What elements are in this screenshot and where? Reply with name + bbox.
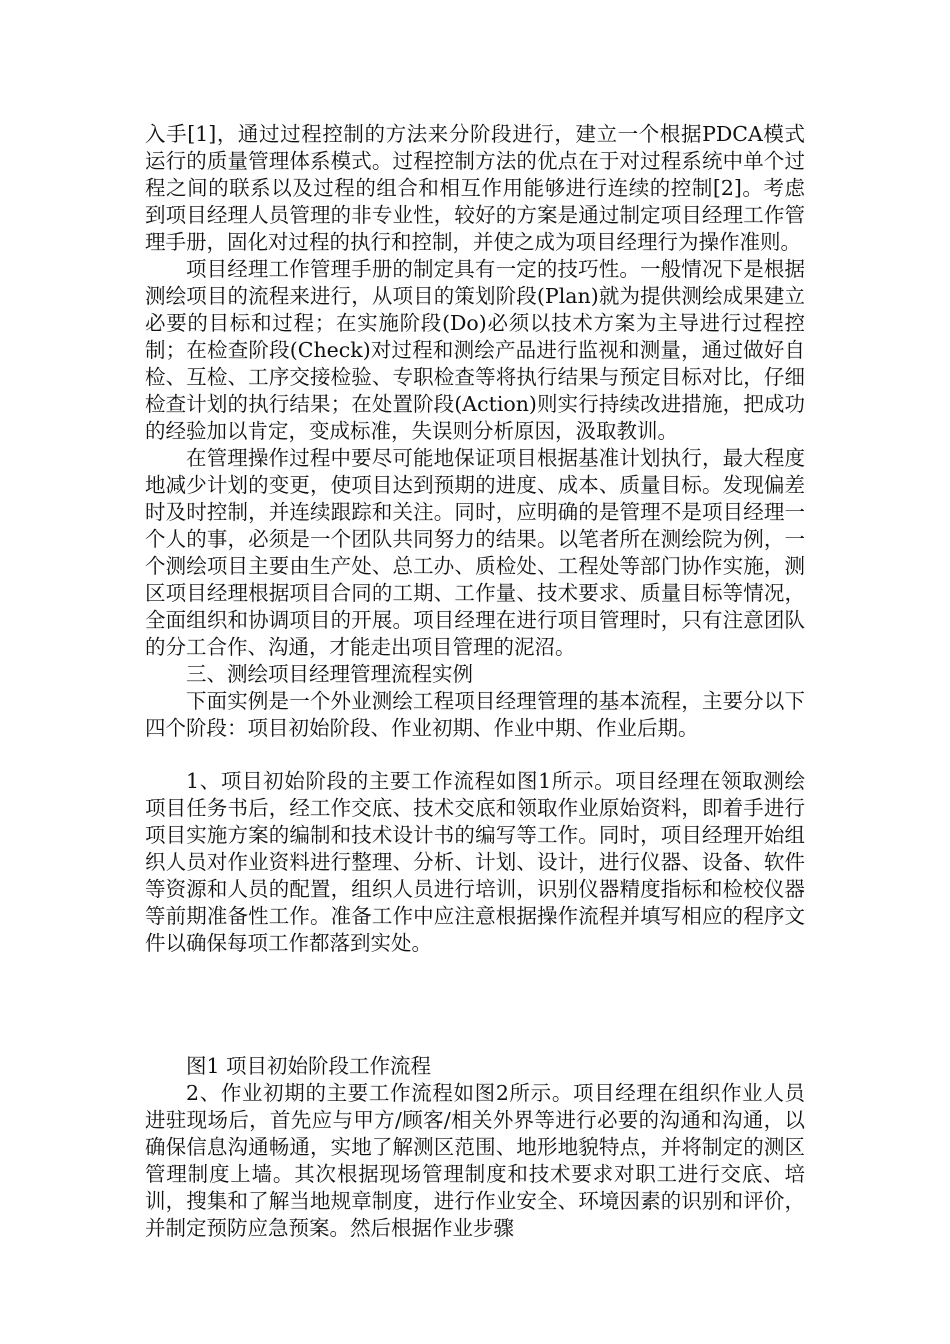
blank-line [145,742,805,768]
figure-placeholder [145,957,805,1053]
figure-caption: 图1 项目初始阶段工作流程 [186,1054,432,1078]
paragraph-6: 2、作业初期的主要工作流程如图2所示。项目经理在组织作业人员进驻现场后，首先应与甲方/顾客/相关外界等进行必要的沟通和沟通，以确保信息沟通畅通，实地了解测区范围、地形地貌特点，并将制定的测区管理制度上墙。其次根据现场管理制度和技术要求对职工进行交底、培训，搜集和了解当地规章制度，进行作业安全、环境因素的识别和评价，并制定预防应急预案。然后根据作业步骤 [145,1081,805,1240]
paragraph-3: 在管理操作过程中要尽可能地保证项目根据基准计划执行，最大程度地减少计划的变更，使项目达到预期的进度、成本、质量目标。发现偏差时及时控制，并连续跟踪和关注。同时，应明确的是管理不是项目经理一个人的事，必须是一个团队共同努力的结果。以笔者所在测绘院为例，一个测绘项目主要由生产处、总工办、质检处、工程处等部门协作实施，测区项目经理根据项目合同的工期、工作量、技术要求、质量目标等情况，全面组织和协调项目的开展。项目经理在进行项目管理时，只有注意团队的分工合作、沟通，才能走出项目管理的泥沼。 [145,446,805,659]
paragraph-2: 项目经理工作管理手册的制定具有一定的技巧性。一般情况下是根据测绘项目的流程来进行，从项目的策划阶段(Plan)就为提供测绘成果建立必要的目标和过程；在实施阶段(Do)必须以技术方案为主导进行过程控制；在检查阶段(Check)对过程和测绘产品进行监视和测量，通过做好自检、互检、工序交接检验、专职检查等将执行结果与预定目标对比，仔细检查计划的执行结果；在处置阶段(Action)则实行持续改进措施，把成功的经验加以肯定，变成标准，失误则分析原因，汲取教训。 [145,257,805,443]
document-body [145,121,805,1242]
paragraph-1: 入手[1]，通过过程控制的方法来分阶段进行，建立一个根据PDCA模式运行的质量管理体系模式。过程控制方法的优点在于对过程系统中单个过程之间的联系以及过程的组合和相互作用能够进行连续的控制[2]。考虑到项目经理人员管理的非专业性，较好的方案是通过制定项目经理工作管理手册，固化对过程的执行和控制，并使之成为项目经理行为操作准则。 [145,122,805,254]
paragraph-4: 下面实例是一个外业测绘工程项目经理管理的基本流程，主要分以下四个阶段：项目初始阶段、作业初期、作业中期、作业后期。 [145,689,805,740]
paragraph-5: 1、项目初始阶段的主要工作流程如图1所示。项目经理在领取测绘项目任务书后，经工作交底、技术交底和领取作业原始资料，即着手进行项目实施方案的编制和技术设计书的编写等工作。同时，项目经理开始组织人员对作业资料进行整理、分析、计划、设计，进行仪器、设备、软件等资源和人员的配置，组织人员进行培训，识别仪器精度指标和检校仪器等前期准备性工作。准备工作中应注意根据操作流程并填写相应的程序文件以确保每项工作都落到实处。 [145,769,805,955]
section-heading: 三、测绘项目经理管理流程实例 [186,662,473,686]
